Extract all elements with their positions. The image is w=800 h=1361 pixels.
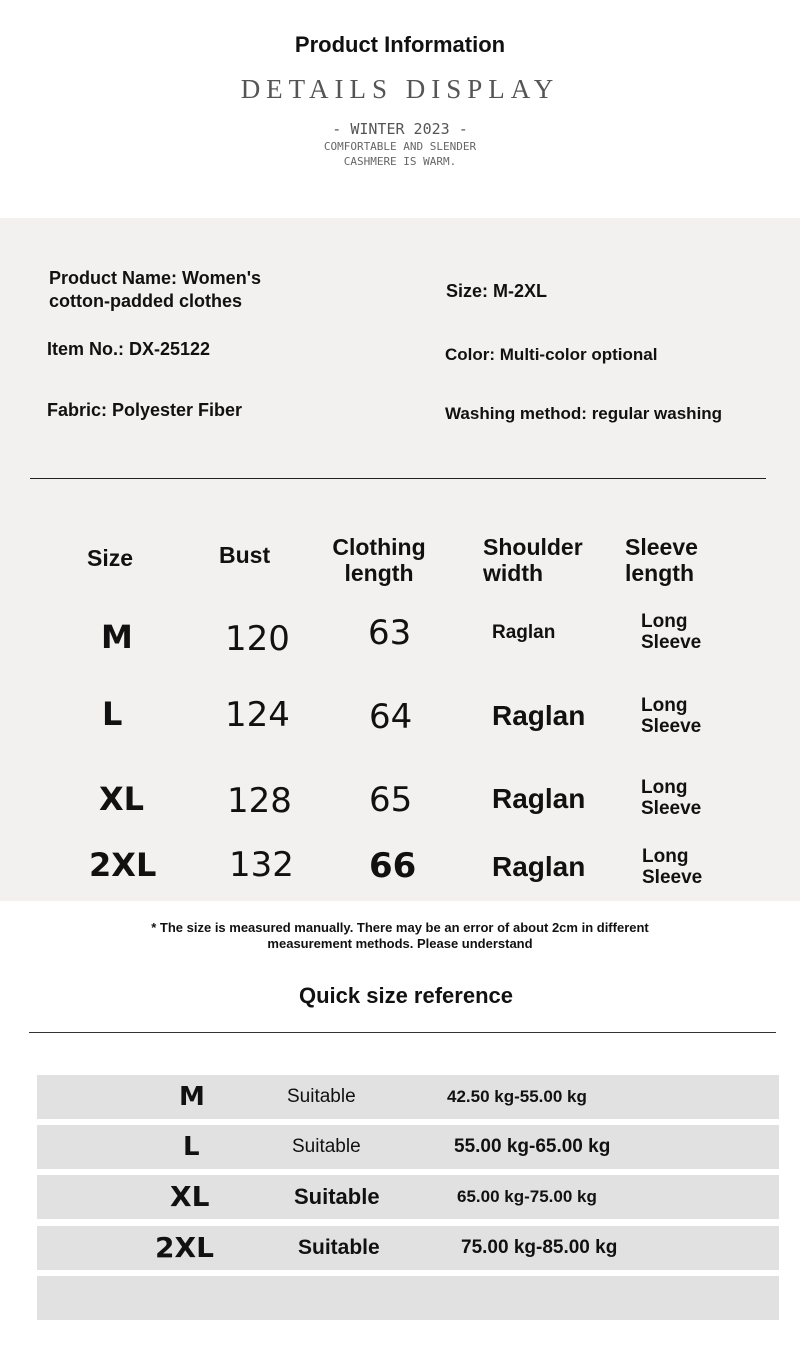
sleeve-line-1: Long [641, 611, 688, 632]
quick-size-range: 65.00 kg-75.00 kg [457, 1187, 597, 1206]
bust-cell: 132 [229, 845, 294, 885]
header-clothing-line-1: Clothing [332, 534, 426, 560]
sleeve-line-1: Long [642, 846, 689, 867]
quick-size-range: 55.00 kg-65.00 kg [454, 1136, 611, 1157]
tagline-line-1: COMFORTABLE AND SLENDER [323, 140, 477, 153]
quick-size-size: 2XL [155, 1231, 214, 1264]
sleeve-line-2: Sleeve [641, 716, 702, 737]
quick-size-row-empty [37, 1276, 779, 1320]
sleeve-length-cell [642, 846, 702, 888]
size-cell: M [101, 618, 133, 656]
size-cell: XL [99, 780, 145, 818]
quick-size-label: Suitable [294, 1184, 380, 1209]
quick-size-label: Suitable [287, 1086, 356, 1107]
page-title: Product Information [294, 32, 506, 57]
quick-size-title: Quick size reference [298, 983, 513, 1008]
bust-cell: 120 [225, 619, 290, 659]
washing-method: Washing method: regular washing [445, 404, 723, 423]
header-sleeve-line-2: length [625, 560, 694, 586]
section-divider [30, 478, 766, 479]
clothing-length-cell: 63 [368, 613, 412, 653]
details-display-heading: DETAILS DISPLAY [240, 74, 560, 104]
clothing-length-cell: 64 [369, 697, 413, 737]
shoulder-width-cell: Raglan [492, 783, 586, 814]
product-name [49, 267, 261, 313]
quick-size-range: 75.00 kg-85.00 kg [461, 1237, 618, 1258]
quick-size-size: M [179, 1082, 205, 1112]
sleeve-line-1: Long [641, 695, 688, 716]
bust-cell: 124 [225, 695, 290, 735]
header-size: Size [87, 545, 134, 571]
shoulder-width-cell: Raglan [492, 622, 556, 643]
clothing-length-cell: 66 [369, 846, 417, 886]
header-clothing-line-2: length [344, 560, 414, 586]
sleeve-length-cell [641, 611, 701, 653]
color-options: Color: Multi-color optional [445, 345, 658, 364]
product-name-line-2: cotton-padded clothes [49, 291, 242, 311]
sleeve-line-2: Sleeve [642, 867, 703, 888]
quick-size-row [37, 1075, 779, 1119]
header-sleeve-line-1: Sleeve [625, 534, 698, 560]
sleeve-length-cell [641, 777, 701, 819]
header-bust: Bust [219, 542, 271, 568]
sleeve-length-cell [641, 695, 701, 737]
size-cell: L [102, 695, 123, 733]
sleeve-line-1: Long [641, 777, 688, 798]
note-line-2: measurement methods. Please understand [267, 936, 533, 951]
quick-size-range: 42.50 kg-55.00 kg [447, 1087, 587, 1106]
header-clothing-length [331, 534, 427, 586]
item-number: Item No.: DX-25122 [47, 339, 211, 359]
quick-size-label: Suitable [292, 1136, 361, 1157]
quick-size-label: Suitable [298, 1236, 380, 1259]
sleeve-line-2: Sleeve [641, 632, 702, 653]
season-label: - WINTER 2023 - [332, 120, 468, 138]
sleeve-line-2: Sleeve [641, 798, 702, 819]
quick-size-row [37, 1226, 779, 1270]
quick-size-size: L [183, 1132, 200, 1162]
product-name-line-1: Product Name: Women's [49, 268, 261, 288]
note-line-1: * The size is measured manually. There may be an error of about 2cm in different [151, 920, 649, 935]
header-shoulder-width [483, 534, 583, 586]
header-shoulder-line-2: width [483, 560, 544, 586]
quick-size-size: XL [170, 1180, 210, 1213]
header-sleeve-length [625, 534, 698, 586]
header-shoulder-line-1: Shoulder [483, 534, 583, 560]
quick-size-divider [29, 1032, 776, 1033]
shoulder-width-cell: Raglan [492, 851, 586, 882]
fabric: Fabric: Polyester Fiber [47, 400, 243, 420]
tagline-line-2: CASHMERE IS WARM. [343, 155, 457, 168]
bust-cell: 128 [227, 781, 292, 821]
shoulder-width-cell: Raglan [492, 700, 586, 731]
quick-size-row [37, 1175, 779, 1219]
size-range: Size: M-2XL [446, 281, 548, 301]
size-cell: 2XL [89, 846, 157, 884]
quick-size-row [37, 1125, 779, 1169]
measurement-note [0, 920, 800, 952]
clothing-length-cell: 65 [369, 780, 413, 820]
